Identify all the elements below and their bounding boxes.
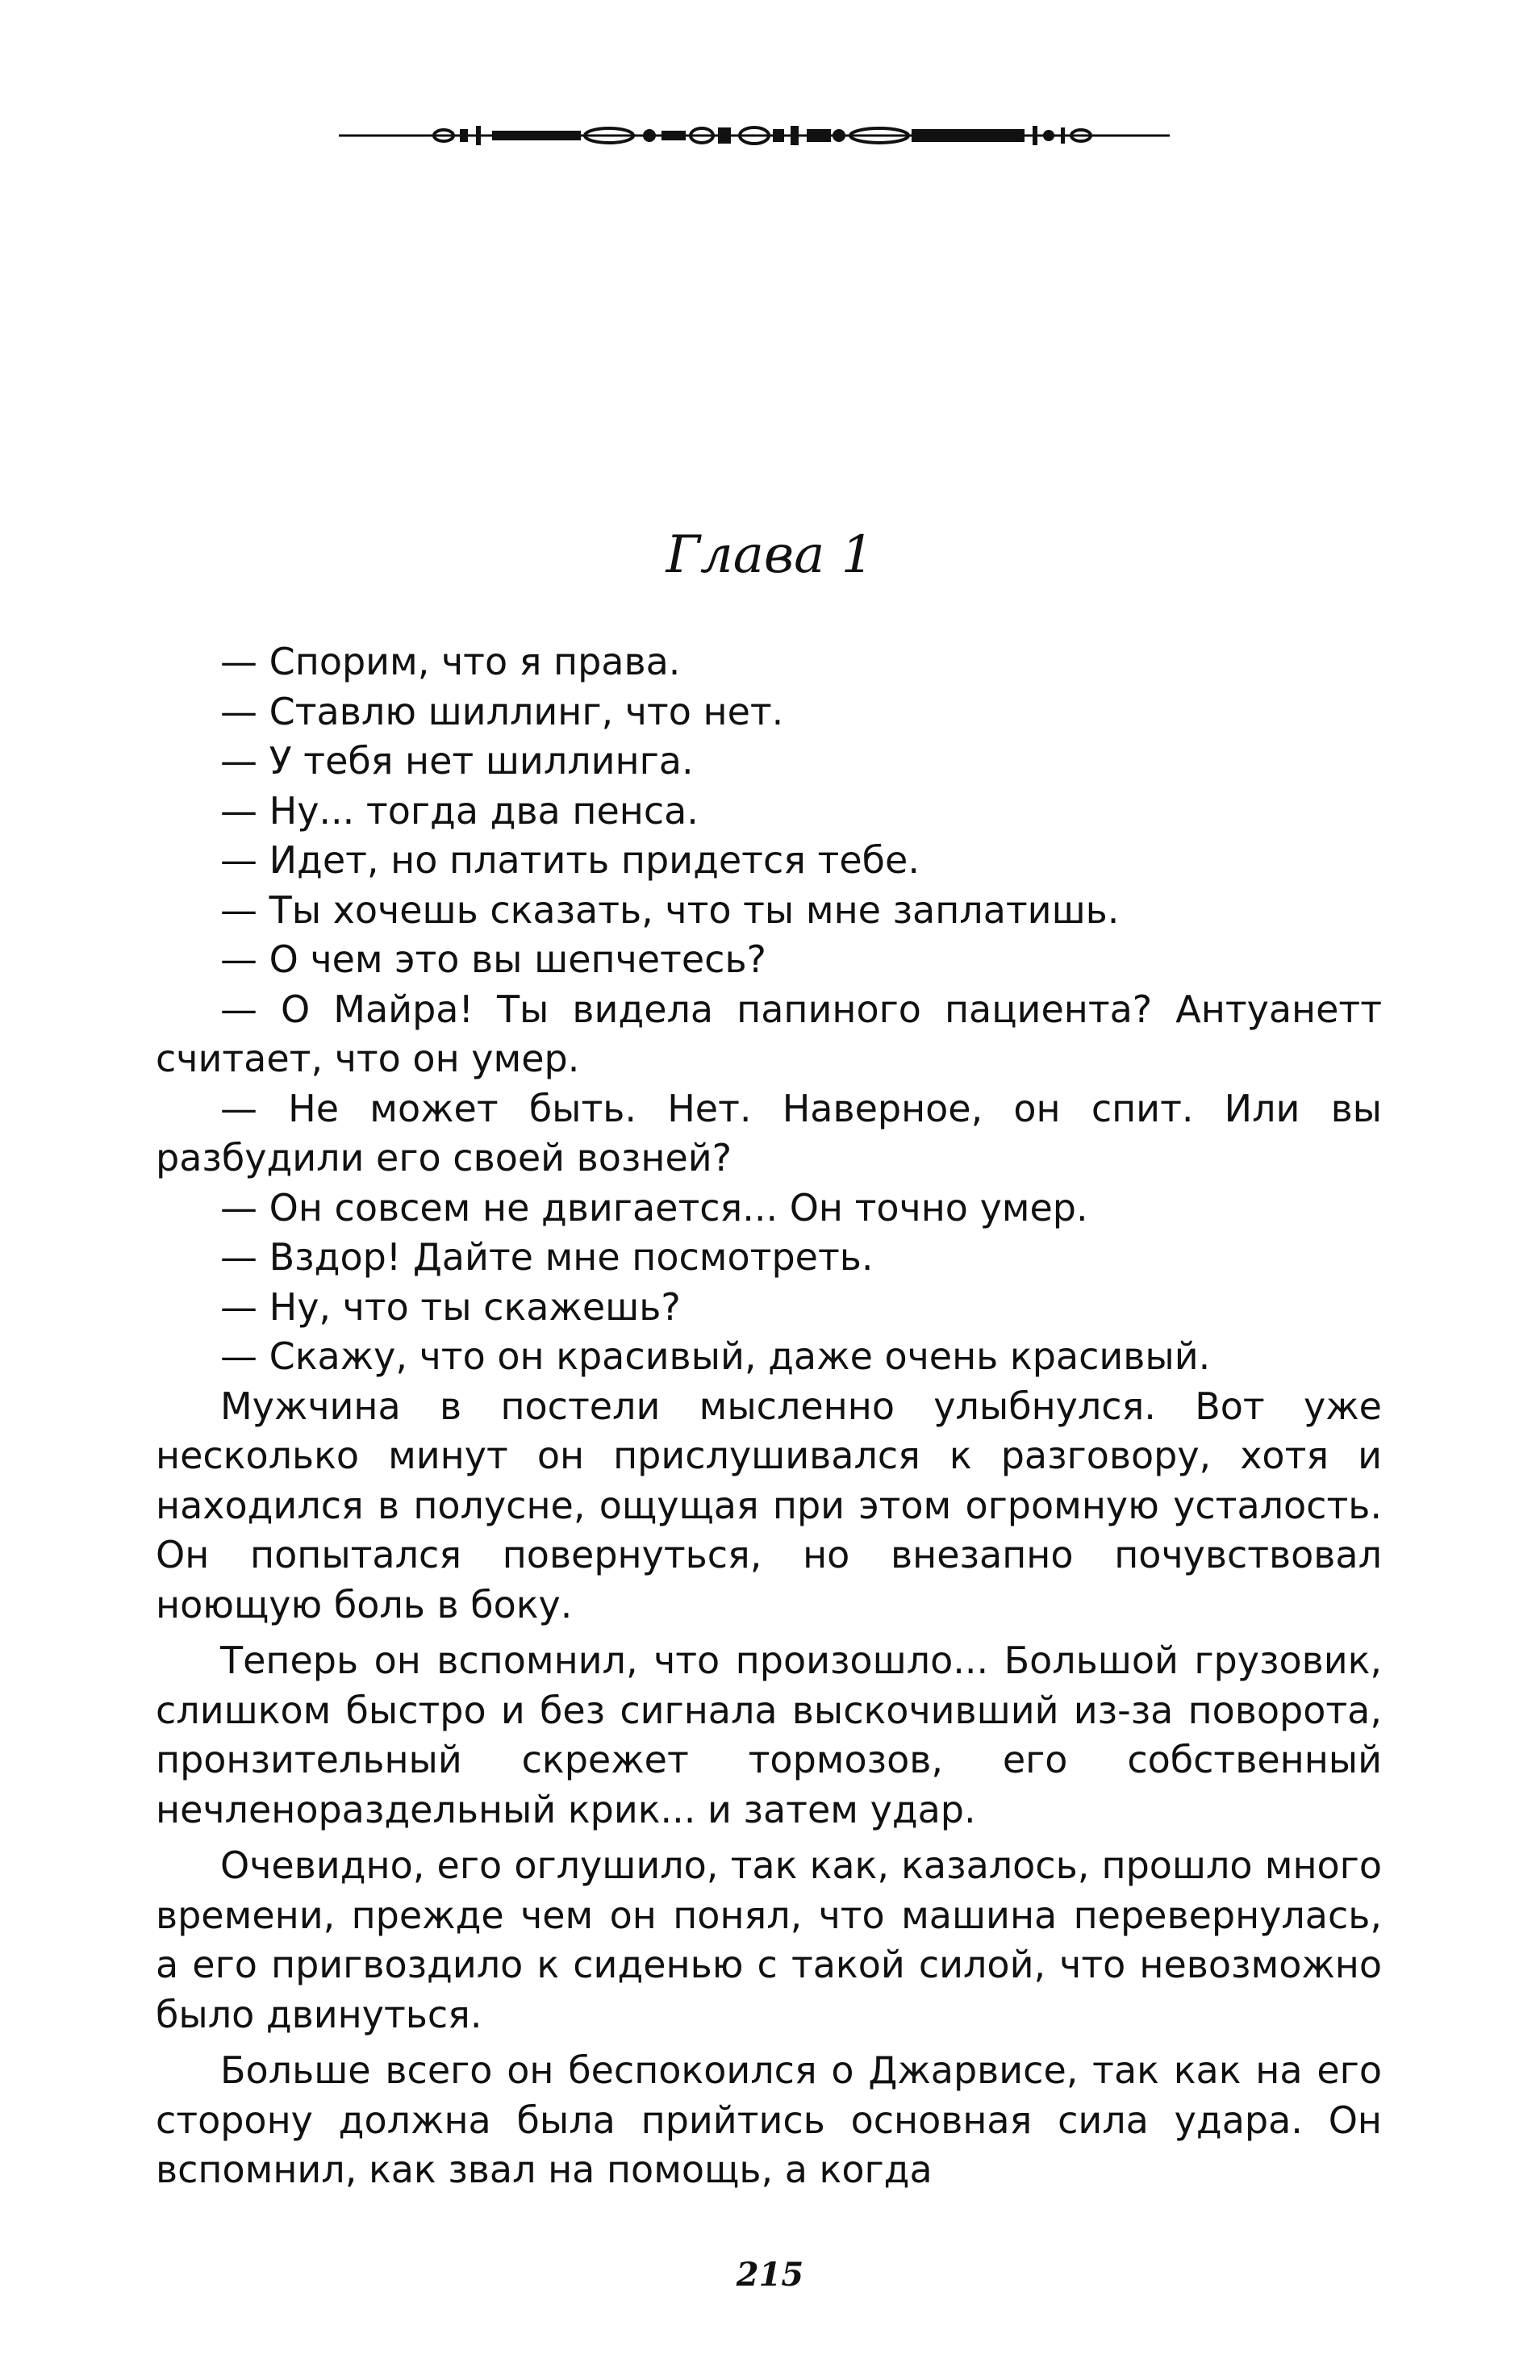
dialogue-line: — Скажу, что он красивый, даже очень красивый. — [220, 1334, 1211, 1378]
narrative-paragraph: Очевидно, его оглушило, так как, казалось, прошло много времени, прежде чем он понял, что машина перевернулась, а его пригвоздило к сиденью с такой силой, что невозможно было двинуться. — [156, 1843, 1382, 2036]
dialogue-line: — Вздор! Дайте мне посмотреть. — [220, 1235, 874, 1279]
dialogue-line: — Он совсем не двигается... Он точно умер. — [220, 1185, 1088, 1230]
dialogue-line: — Спорим, что я права. — [220, 640, 681, 683]
dialogue-line: — Ты хочешь сказать, что ты мне заплатишь. — [220, 887, 1120, 932]
dialogue-line: — Ну, что ты скажешь? — [220, 1284, 681, 1329]
dialogue-line: — Не может быть. Нет. Наверное, он спит. Или вы разбудили его своей возней? — [156, 1086, 1382, 1180]
narrative-paragraph: Теперь он вспомнил, что произошло... Большой грузовик, слишком быстро и без сигнала выскочивший из-за поворота, пронзительный скрежет тормозов, его собственный нечленораздельный крик... и затем удар. — [156, 1639, 1382, 1831]
dialogue-line: — Идет, но платить придется тебе. — [220, 838, 920, 882]
dialogue-line: — О чем это вы шепчетесь? — [220, 937, 766, 981]
body-text — [156, 637, 1382, 2195]
narrative-paragraph: Мужчина в постели мысленно улыбнулся. Вот уже несколько минут он прислушивался к разговору, хотя и находился в полусне, ощущая при этом огромную усталость. Он попытался повернуться, но внезапно почувствовал ноющую боль в боку. — [156, 1384, 1382, 1626]
dialogue-line: — Ставлю шиллинг, что нет. — [220, 689, 784, 733]
narrative-paragraph: Больше всего он беспокоился о Джарвисе, так как на его сторону должна была прийтись основная сила удара. Он вспомнил, как звал на помощь, а когда — [156, 2048, 1382, 2191]
dialogue-line: — Ну... тогда два пенса. — [220, 788, 699, 833]
dialogue-line: — О Майра! Ты видела папиного пациента? Антуанетт считает, что он умер. — [156, 987, 1382, 1080]
ornamental-divider-icon — [331, 111, 1178, 160]
dialogue-line: — У тебя нет шиллинга. — [220, 739, 694, 783]
chapter-title: Глава 1 — [666, 525, 874, 585]
page-number: 215 — [736, 2256, 804, 2294]
